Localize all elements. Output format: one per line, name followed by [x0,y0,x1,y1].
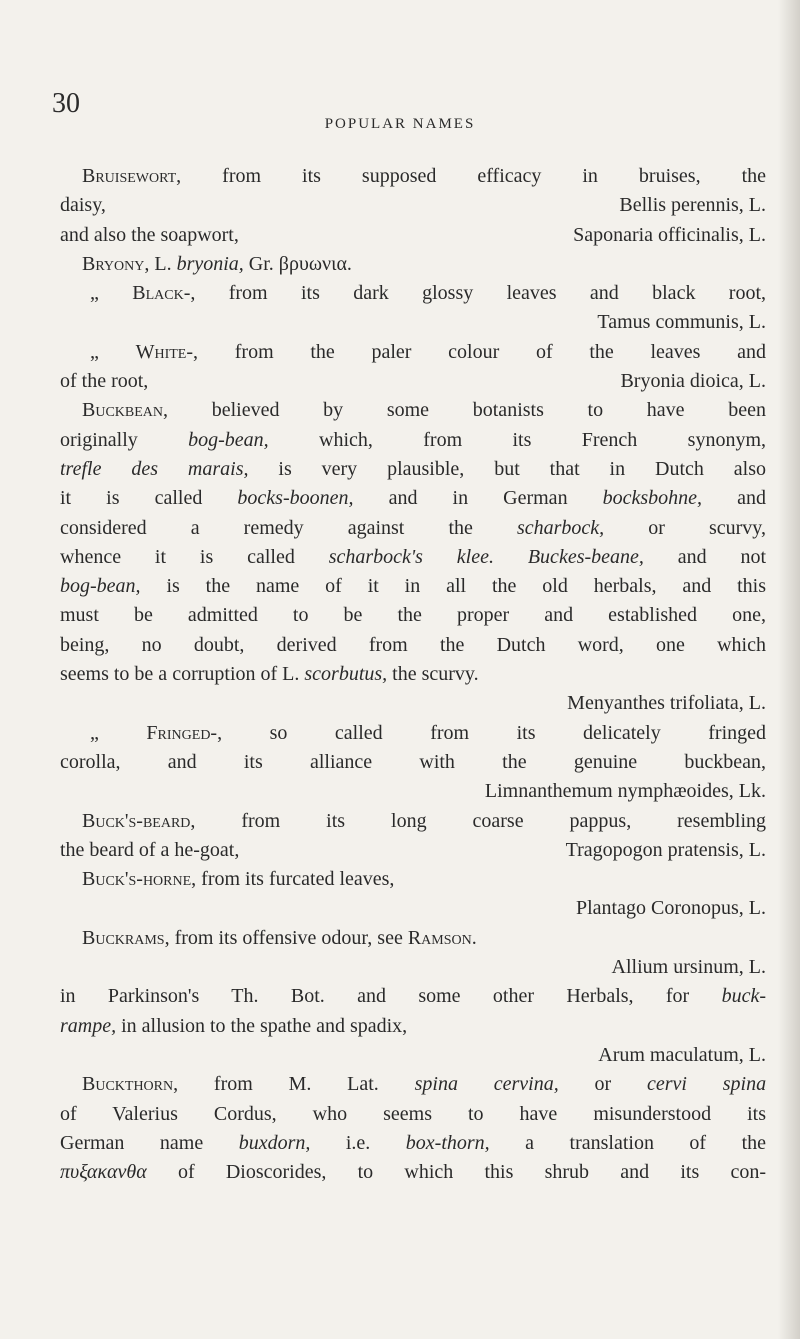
botanical-name: Bellis perennis, L. [619,194,766,217]
botanical-name: Tamus communis, L. [597,311,766,334]
entry-bucks-beard [60,807,766,836]
text-line [60,367,766,396]
italic-term: scorbutus, [304,663,388,686]
text-run: and in German [388,487,568,510]
headword: Buckthorn, [82,1073,179,1096]
text-run: believed by some botanists to have been [211,399,767,422]
text-run: daisy, [60,194,106,217]
italic-term: trefle des marais, [60,457,249,480]
page-edge-shadow [778,0,800,1339]
headword: White-, [135,340,199,363]
italic-term: bryonia, [176,252,244,275]
text-run: from M. Lat. [213,1073,379,1096]
running-head: POPULAR NAMES [324,116,476,132]
text-line [60,426,766,455]
text-run: is very plausible, but that in Dutch also [278,457,766,480]
text-run: from its long coarse pappus, resembling [241,809,767,832]
text-line [60,455,766,484]
text-line [60,514,766,543]
text-line [60,191,766,220]
entry-bruisewort [60,162,766,191]
text-run: which, from its French synonym, [319,428,766,451]
text-run: L. [154,252,172,275]
italic-term: scharbock's klee. [328,545,494,568]
text-run: of the root, [60,370,149,393]
text-run: from the paler colour of the leaves and [234,340,767,363]
headword: Bruisewort, [82,165,182,187]
text-run: from its offensive odour, see [174,926,403,949]
text-run: and also the soapwort, [60,223,239,246]
botanical-name: Menyanthes trifoliata, L. [567,692,766,715]
text-run: of Dioscorides, to which this shrub and its con- [177,1161,767,1184]
text-run: Gr. βρυωνια. [248,252,352,275]
text-run: German name [60,1131,204,1154]
entry-buckthorn [60,1070,766,1099]
headword: Fringed-, [146,721,223,744]
headword: Black-, [132,282,196,305]
text-run: or scurvy, [648,516,766,539]
text-line: of Valerius Cordus, who seems to have misunderstood its [60,1102,766,1125]
text-run: from its furcated leaves, [201,868,395,891]
ditto-mark: „ [90,282,99,305]
sub-entry-fringed [60,719,766,748]
ditto-mark: „ [90,340,99,363]
headword: Buckrams, [82,926,170,949]
botanical-name: Bryonia dioica, L. [620,370,766,393]
botanical-name: Limnanthemum nymphæoides, Lk. [484,780,766,803]
text-line [60,543,766,572]
entry-buckrams [60,924,766,953]
text-line [60,982,766,1011]
sub-entry-black [60,279,766,308]
text-run: a translation of the [525,1131,766,1154]
text-run: or [594,1073,612,1096]
italic-term: buck- [721,985,767,1008]
text-run: and [737,487,767,510]
botanical-name: Saponaria officinalis, L. [573,223,766,246]
italic-term: spina cervina, [414,1073,559,1096]
text-line [60,660,766,689]
botanical-name: Arum maculatum, L. [598,1043,766,1066]
botanical-name: Tragopogon pratensis, L. [565,838,766,861]
text-line: being, no doubt, derived from the Dutch word, one which [60,633,766,656]
italic-term: Buckes-beane, [527,545,644,568]
text-run: the scurvy. [392,663,479,686]
greek-term: πυξακανθα [60,1161,147,1184]
text-line [60,1158,766,1187]
headword: Buckbean, [82,399,169,422]
text-run: from its supposed efficacy in bruises, the [222,165,767,187]
text-run: seems to be a corruption of L. [60,663,300,686]
headword: Buck's-horne, [82,868,197,891]
text-line: must be admitted to be the proper and established one, [60,604,766,627]
text-line [60,1129,766,1158]
text-run: whence it is called [60,545,295,568]
botanical-name: Allium ursinum, L. [611,956,766,979]
sub-entry-white [60,338,766,367]
text-line: corolla, and its alliance with the genuine buckbean, [60,750,766,773]
text-line [60,221,766,250]
text-run: in Parkinson's Th. Bot. and some other Herbals, for [60,985,690,1008]
headword: Buck's-beard, [82,809,196,832]
text-run: i.e. [345,1131,371,1154]
italic-term: bog-bean, [188,428,269,451]
italic-term: bocks-boonen, [237,487,354,510]
text-line [60,1012,766,1041]
italic-term: box-thorn, [405,1131,490,1154]
text-run: is the name of it in all the old herbals, and this [166,575,767,598]
italic-term: scharbock, [516,516,605,539]
text-run: it is called [60,487,203,510]
cross-reference: Ramson. [407,926,477,949]
entry-bryony [60,250,766,279]
text-run: in allusion to the spathe and spadix, [121,1014,408,1037]
entry-bucks-horne [60,865,766,894]
text-run: originally [60,428,138,451]
page-body [60,162,766,1187]
botanical-name: Plantago Coronopus, L. [576,897,766,920]
italic-term: rampe, [60,1014,117,1037]
ditto-mark: „ [90,721,99,744]
page-number: 30 [52,88,80,119]
text-run: so called from its delicately fringed [269,721,767,744]
headword: Bryony, [82,252,150,275]
text-run: the beard of a he-goat, [60,838,240,861]
text-run: and not [677,545,767,568]
text-run: considered a remedy against the [60,516,473,539]
italic-term: bocksbohne, [602,487,703,510]
entry-buckbean [60,396,766,425]
italic-term: bog-bean, [60,575,141,598]
text-run: from its dark glossy leaves and black root, [228,282,767,305]
text-line [60,572,766,601]
text-line [60,484,766,513]
text-line [60,836,766,865]
italic-term: cervi spina [646,1073,767,1096]
italic-term: buxdorn, [238,1131,311,1154]
